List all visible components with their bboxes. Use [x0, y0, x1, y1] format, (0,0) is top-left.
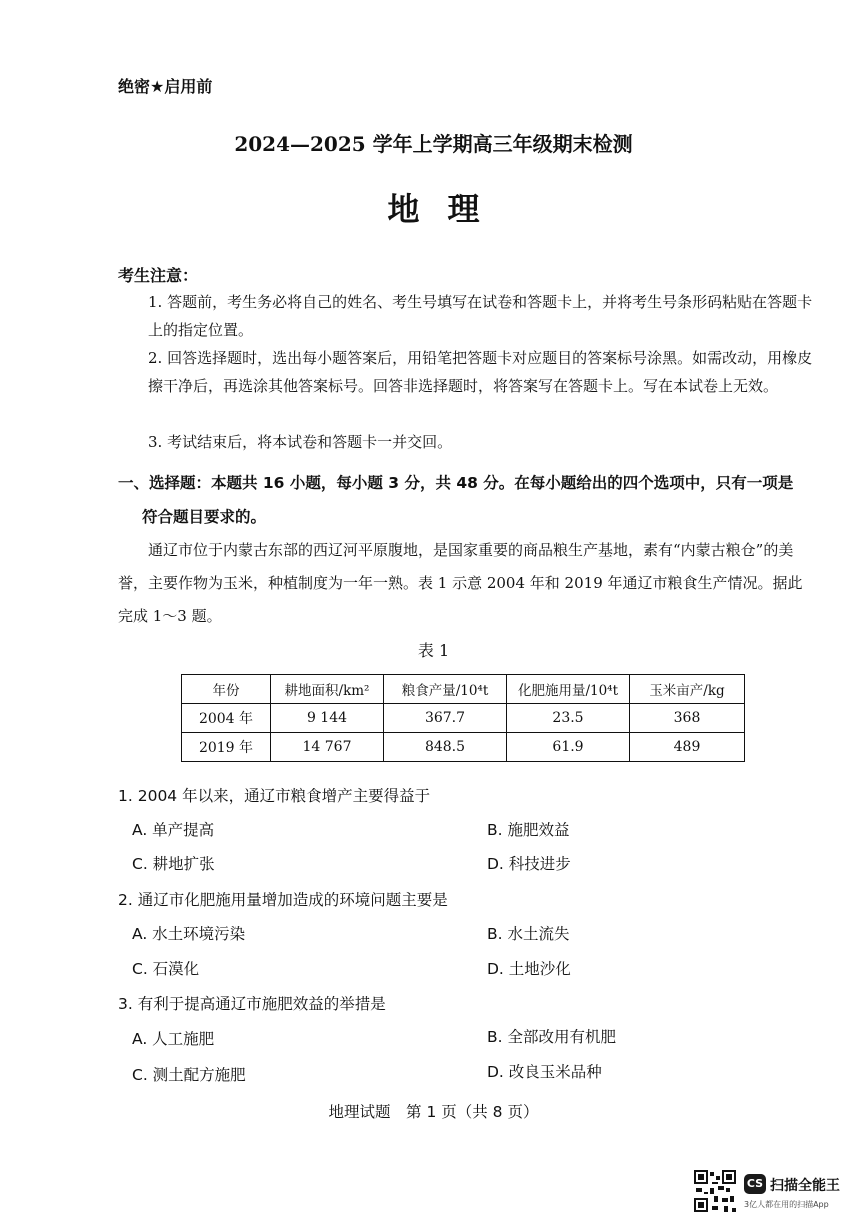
data-table [181, 674, 745, 762]
camscanner-logo: CS [744, 1174, 766, 1194]
table-header-cell: 化肥施用量/10⁴t [507, 675, 630, 704]
question-3-option-c: C. 测土配方施肥 [132, 1066, 246, 1084]
table-cell: 848.5 [384, 733, 507, 762]
question-2-option-c: C. 石漠化 [132, 960, 200, 978]
section-heading-line2: 符合题目要求的。 [142, 508, 267, 526]
table-row [182, 733, 745, 762]
table-title: 表 1 [417, 641, 450, 660]
table-cell: 2019 年 [182, 733, 271, 762]
table-cell: 14 767 [271, 733, 384, 762]
question-2-option-d: D. 土地沙化 [487, 960, 571, 978]
table-header-cell: 玉米亩产/kg [630, 675, 745, 704]
question-3-option-d: D. 改良玉米品种 [487, 1063, 602, 1081]
table-cell: 61.9 [507, 733, 630, 762]
question-2-option-b: B. 水土流失 [487, 925, 570, 943]
question-1-stem: 1. 2004 年以来，通辽市粮食增产主要得益于 [118, 787, 431, 805]
table-header-cell: 粮食产量/10⁴t [384, 675, 507, 704]
question-2-stem: 2. 通辽市化肥施用量增加造成的环境问题主要是 [118, 891, 448, 909]
table-header-cell: 耕地面积/km² [271, 675, 384, 704]
question-1-option-b: B. 施肥效益 [487, 821, 570, 839]
table-header-cell: 年份 [182, 675, 271, 704]
table-cell: 489 [630, 733, 745, 762]
confidential-label: 绝密★启用前 [118, 77, 213, 96]
notice-item-3: 3. 考试结束后，将本试卷和答题卡一并交回。 [148, 433, 453, 451]
question-1-option-d: D. 科技进步 [487, 855, 571, 873]
watermark-tagline: 3亿人都在用的扫描App [744, 1200, 829, 1209]
section-heading [118, 466, 808, 534]
material-intro: 通辽市位于内蒙古东部的西辽河平原腹地，是国家重要的商品粮生产基地，素有“内蒙古粮仓”的美誉，主要作物为玉米，种植制度为一年一熟。表 1 示意 2004 年和 2019 年通辽市粮食生产情况。据此完成 1～3 题。 [118, 541, 803, 625]
table-cell: 368 [630, 704, 745, 733]
question-3-option-b: B. 全部改用有机肥 [487, 1028, 616, 1046]
watermark-brand: 扫描全能王 [770, 1178, 840, 1194]
table-cell: 23.5 [507, 704, 630, 733]
question-1-option-a: A. 单产提高 [132, 821, 215, 839]
table-header-row [182, 675, 745, 704]
subject-title: 地理 [387, 190, 508, 228]
table-cell: 367.7 [384, 704, 507, 733]
question-2-option-a: A. 水土环境污染 [132, 925, 246, 943]
notice-item-1: 1. 答题前，考生务必将自己的姓名、考生号填写在试卷和答题卡上，并将考生号条形码粘贴在答题卡上的指定位置。 [148, 293, 813, 339]
question-3-stem: 3. 有利于提高通辽市施肥效益的举措是 [118, 995, 386, 1013]
qr-code-icon [694, 1170, 736, 1212]
exam-title: 2024—2025 学年上学期高三年级期末检测 [234, 132, 633, 156]
notice-heading: 考生注意： [118, 266, 199, 285]
table-cell: 2004 年 [182, 704, 271, 733]
table-cell: 9 144 [271, 704, 384, 733]
page-footer: 地理试题 第 1 页（共 8 页） [328, 1103, 539, 1121]
table-row [182, 704, 745, 733]
question-3-option-a: A. 人工施肥 [132, 1030, 215, 1048]
question-1-option-c: C. 耕地扩张 [132, 855, 215, 873]
section-heading-line1: 一、选择题：本题共 16 小题，每小题 3 分，共 48 分。在每小题给出的四个选项中，只有一项是 [118, 474, 794, 492]
notice-item-2: 2. 回答选择题时，选出每小题答案后，用铅笔把答题卡对应题目的答案标号涂黑。如需改动，用橡皮擦干净后，再选涂其他答案标号。回答非选择题时，将答案写在答题卡上。写在本试卷上无效。 [148, 349, 813, 395]
